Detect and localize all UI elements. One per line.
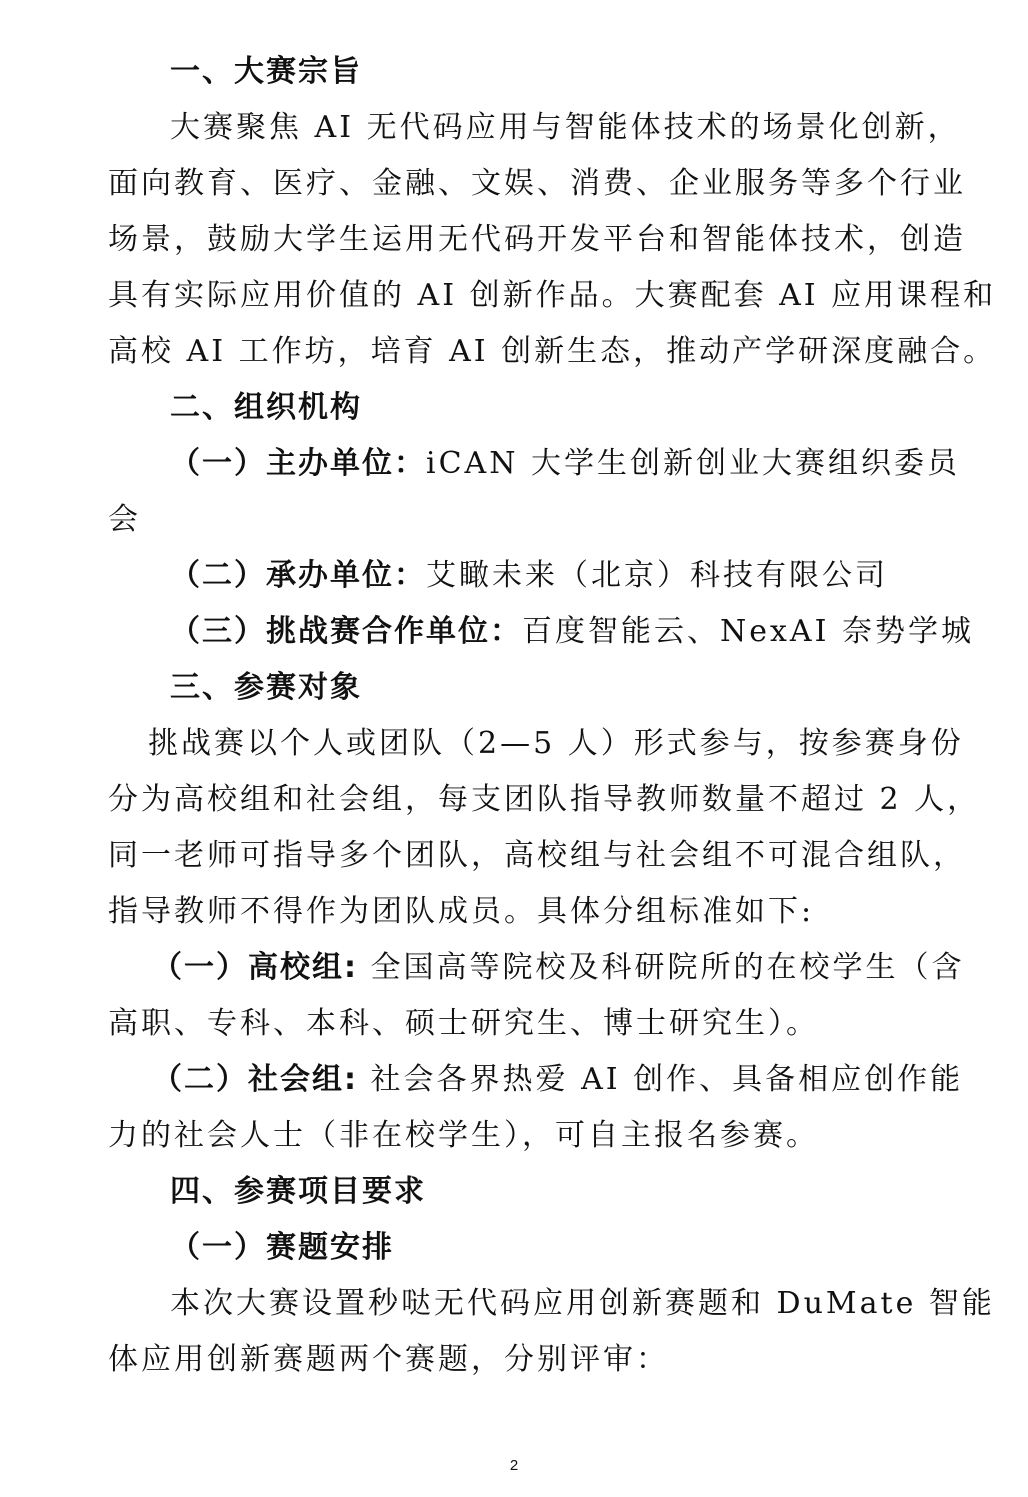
section-heading-organization: 二、组织机构 [170,390,362,425]
group-item-label: （一）高校组: [152,950,358,985]
paragraph-line: 同一老师可指导多个团队，高校组与社会组不可混合组队， [108,838,966,873]
group-item-label: （二）社会组: [152,1062,358,1097]
paragraph-line: 会 [108,502,141,537]
subheading-topics: （一）赛题安排 [170,1230,394,1265]
paragraph-line: 面向教育、医疗、金融、文娱、消费、企业服务等多个行业 [108,166,966,201]
org-item-label: （二）承办单位： [170,558,426,593]
group-item-text: 全国高等院校及科研院所的在校学生（含 [358,950,965,985]
paragraph-line: 体应用创新赛题两个赛题，分别评审： [108,1342,669,1377]
paragraph-line: 力的社会人士（非在校学生），可自主报名参赛。 [108,1118,819,1153]
org-item-text: iCAN 大学生创新创业大赛组织委员 [426,446,960,481]
section-heading-requirements: 四、参赛项目要求 [170,1174,426,1209]
group-item-text: 社会各界热爱 AI 创作、具备相应创作能 [358,1062,964,1097]
org-item-label: （一）主办单位： [170,446,426,481]
paragraph-line: 挑战赛以个人或团队（2—5 人）形式参与，按参赛身份 [148,726,964,761]
paragraph-line: 高职、专科、本科、硕士研究生、博士研究生）。 [108,1006,819,1041]
org-item-text: 艾瞰未来（北京）科技有限公司 [426,558,888,593]
paragraph-line: 具有实际应用价值的 AI 创新作品。大赛配套 AI 应用课程和 [108,278,997,313]
group-item-university [152,948,965,988]
paragraph-line: 大赛聚焦 AI 无代码应用与智能体技术的场景化创新， [170,110,961,145]
org-item-host [170,444,960,484]
paragraph-line: 场景，鼓励大学生运用无代码开发平台和智能体技术，创造 [108,222,966,257]
paragraph-line: 分为高校组和社会组，每支团队指导教师数量不超过 2 人， [108,782,981,817]
paragraph-line: 指导教师不得作为团队成员。具体分组标准如下: [108,894,815,929]
group-item-society [152,1060,964,1100]
org-item-text: 百度智能云、NexAI 奈势学城 [522,614,974,649]
section-heading-participants: 三、参赛对象 [170,670,362,705]
org-item-partner [170,612,974,652]
org-item-organizer [170,556,934,596]
paragraph-line: 高校 AI 工作坊，培育 AI 创新生态，推动产学研深度融合。 [108,334,997,369]
org-item-label: （三）挑战赛合作单位： [170,614,522,649]
section-heading-purpose: 一、大赛宗旨 [170,54,362,89]
paragraph-line: 本次大赛设置秒哒无代码应用创新赛题和 DuMate 智能 [170,1286,995,1321]
page-number: 2 [509,1457,519,1474]
